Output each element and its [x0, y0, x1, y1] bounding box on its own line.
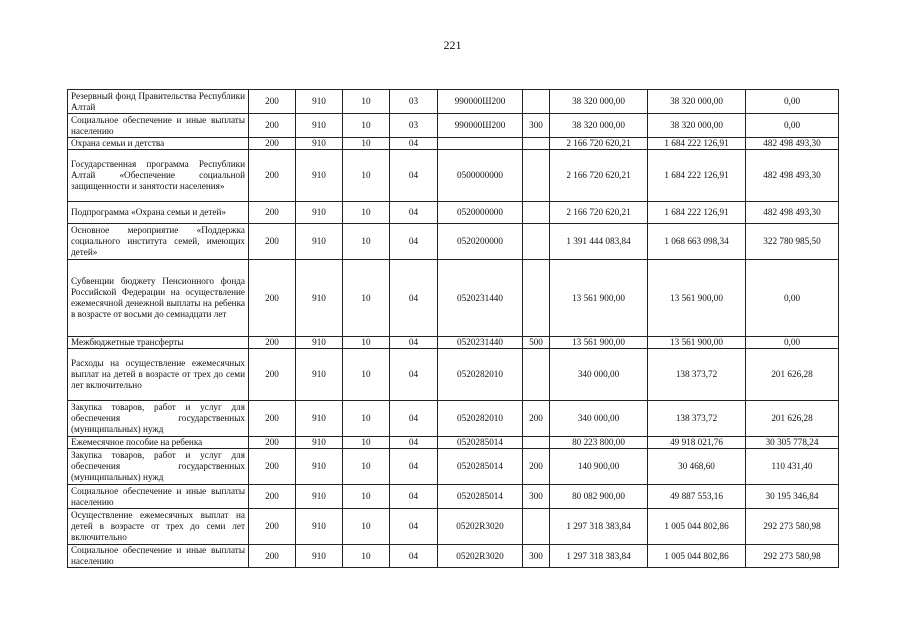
amount-executed: 38 320 000,00 — [648, 114, 746, 138]
amount-executed: 1 684 222 126,91 — [648, 150, 746, 202]
subsection-code: 04 — [390, 449, 438, 485]
subsection-code: 04 — [390, 401, 438, 437]
target-article-code: 0520231440 — [438, 337, 523, 349]
ministry-code: 910 — [296, 202, 343, 224]
subsection-code: 04 — [390, 260, 438, 337]
ministry-code: 910 — [296, 437, 343, 449]
subsection-code: 03 — [390, 114, 438, 138]
amount-executed: 138 373,72 — [648, 401, 746, 437]
amount-planned: 2 166 720 620,21 — [550, 138, 648, 150]
target-article-code: 0520282010 — [438, 401, 523, 437]
amount-executed: 1 005 044 802,86 — [648, 545, 746, 568]
expense-name: Межбюджетные трансферты — [68, 337, 249, 349]
amount-planned: 13 561 900,00 — [550, 260, 648, 337]
section-code: 10 — [343, 337, 390, 349]
section-code: 10 — [343, 224, 390, 260]
amount-remaining: 0,00 — [746, 114, 839, 138]
admin-code: 200 — [249, 114, 296, 138]
amount-executed: 1 684 222 126,91 — [648, 202, 746, 224]
amount-remaining: 110 431,40 — [746, 449, 839, 485]
subsection-code: 04 — [390, 545, 438, 568]
admin-code: 200 — [249, 90, 296, 114]
target-article-code: 0520200000 — [438, 224, 523, 260]
expense-name: Расходы на осуществление ежемесячных выплат на детей в возрасте от трех до семи лет включительно — [68, 349, 249, 401]
amount-remaining: 201 626,28 — [746, 401, 839, 437]
admin-code: 200 — [249, 260, 296, 337]
subsection-code: 04 — [390, 150, 438, 202]
ministry-code: 910 — [296, 138, 343, 150]
amount-remaining: 0,00 — [746, 90, 839, 114]
amount-remaining: 0,00 — [746, 260, 839, 337]
target-article-code: 05202R3020 — [438, 545, 523, 568]
amount-remaining: 482 498 493,30 — [746, 202, 839, 224]
target-article-code: 0520285014 — [438, 485, 523, 509]
target-article-code: 0520285014 — [438, 437, 523, 449]
admin-code: 200 — [249, 485, 296, 509]
admin-code: 200 — [249, 437, 296, 449]
ministry-code: 910 — [296, 509, 343, 545]
ministry-code: 910 — [296, 224, 343, 260]
amount-executed: 1 068 663 098,34 — [648, 224, 746, 260]
amount-planned: 140 900,00 — [550, 449, 648, 485]
section-code: 10 — [343, 449, 390, 485]
expense-type-code: 300 — [523, 545, 550, 568]
subsection-code: 04 — [390, 437, 438, 449]
amount-remaining: 292 273 580,98 — [746, 545, 839, 568]
amount-remaining: 201 626,28 — [746, 349, 839, 401]
expense-name: Основное мероприятие «Поддержка социального института семей, имеющих детей» — [68, 224, 249, 260]
table-row — [68, 260, 839, 337]
admin-code: 200 — [249, 545, 296, 568]
amount-executed: 138 373,72 — [648, 349, 746, 401]
amount-executed: 49 918 021,76 — [648, 437, 746, 449]
amount-remaining: 482 498 493,30 — [746, 150, 839, 202]
table-row — [68, 150, 839, 202]
expense-type-code: 300 — [523, 114, 550, 138]
table-row — [68, 449, 839, 485]
ministry-code: 910 — [296, 150, 343, 202]
expense-name: Охрана семьи и детства — [68, 138, 249, 150]
expense-name: Социальное обеспечение и иные выплаты населению — [68, 545, 249, 568]
table-row — [68, 349, 839, 401]
target-article-code: 0520285014 — [438, 449, 523, 485]
amount-executed: 30 468,60 — [648, 449, 746, 485]
amount-planned: 38 320 000,00 — [550, 114, 648, 138]
target-article-code — [438, 138, 523, 150]
expense-type-code — [523, 260, 550, 337]
section-code: 10 — [343, 114, 390, 138]
admin-code: 200 — [249, 138, 296, 150]
amount-remaining: 0,00 — [746, 337, 839, 349]
amount-planned: 1 297 318 383,84 — [550, 545, 648, 568]
admin-code: 200 — [249, 349, 296, 401]
amount-planned: 340 000,00 — [550, 401, 648, 437]
amount-executed: 1 005 044 802,86 — [648, 509, 746, 545]
budget-table — [67, 89, 839, 568]
amount-planned: 13 561 900,00 — [550, 337, 648, 349]
target-article-code: 990000Ш200 — [438, 90, 523, 114]
expense-type-code — [523, 90, 550, 114]
expense-name: Государственная программа Республики Алтай «Обеспечение социальной защищенности и занятости населения» — [68, 150, 249, 202]
subsection-code: 04 — [390, 509, 438, 545]
table-row — [68, 545, 839, 568]
amount-remaining: 30 305 778,24 — [746, 437, 839, 449]
expense-name: Социальное обеспечение и иные выплаты населению — [68, 485, 249, 509]
admin-code: 200 — [249, 202, 296, 224]
expense-name: Ежемесячное пособие на ребенка — [68, 437, 249, 449]
table-row — [68, 485, 839, 509]
amount-planned: 38 320 000,00 — [550, 90, 648, 114]
ministry-code: 910 — [296, 349, 343, 401]
expense-name: Закупка товаров, работ и услуг для обеспечения государственных (муниципальных) нужд — [68, 401, 249, 437]
ministry-code: 910 — [296, 449, 343, 485]
expense-type-code — [523, 509, 550, 545]
subsection-code: 04 — [390, 202, 438, 224]
amount-planned: 80 223 800,00 — [550, 437, 648, 449]
ministry-code: 910 — [296, 545, 343, 568]
admin-code: 200 — [249, 449, 296, 485]
subsection-code: 04 — [390, 337, 438, 349]
table-row — [68, 401, 839, 437]
subsection-code: 04 — [390, 138, 438, 150]
expense-name: Субвенции бюджету Пенсионного фонда Российской Федерации на осуществление ежемесячной денежной выплаты на ребенка в возрасте от восьми до семнадцати лет — [68, 260, 249, 337]
expense-name: Резервный фонд Правительства Республики Алтай — [68, 90, 249, 114]
page-number: 221 — [443, 38, 462, 52]
table-row — [68, 90, 839, 114]
amount-executed: 13 561 900,00 — [648, 260, 746, 337]
section-code: 10 — [343, 150, 390, 202]
section-code: 10 — [343, 349, 390, 401]
expense-type-code — [523, 150, 550, 202]
amount-remaining: 322 780 985,50 — [746, 224, 839, 260]
target-article-code: 0520231440 — [438, 260, 523, 337]
admin-code: 200 — [249, 337, 296, 349]
target-article-code: 05202R3020 — [438, 509, 523, 545]
ministry-code: 910 — [296, 90, 343, 114]
section-code: 10 — [343, 401, 390, 437]
section-code: 10 — [343, 138, 390, 150]
table-row — [68, 509, 839, 545]
subsection-code: 04 — [390, 349, 438, 401]
table-row — [68, 224, 839, 260]
section-code: 10 — [343, 260, 390, 337]
ministry-code: 910 — [296, 485, 343, 509]
admin-code: 200 — [249, 224, 296, 260]
section-code: 10 — [343, 90, 390, 114]
admin-code: 200 — [249, 150, 296, 202]
expense-name: Социальное обеспечение и иные выплаты населению — [68, 114, 249, 138]
amount-planned: 340 000,00 — [550, 349, 648, 401]
subsection-code: 04 — [390, 485, 438, 509]
amount-executed: 1 684 222 126,91 — [648, 138, 746, 150]
expense-type-code — [523, 138, 550, 150]
table-row — [68, 114, 839, 138]
expense-type-code — [523, 202, 550, 224]
expense-name: Осуществление ежемесячных выплат на детей в возрасте от трех до семи лет включительно — [68, 509, 249, 545]
table-row — [68, 337, 839, 349]
expense-type-code: 500 — [523, 337, 550, 349]
subsection-code: 03 — [390, 90, 438, 114]
subsection-code: 04 — [390, 224, 438, 260]
amount-executed: 38 320 000,00 — [648, 90, 746, 114]
section-code: 10 — [343, 545, 390, 568]
expense-type-code: 200 — [523, 449, 550, 485]
amount-executed: 49 887 553,16 — [648, 485, 746, 509]
table-row — [68, 202, 839, 224]
amount-planned: 2 166 720 620,21 — [550, 150, 648, 202]
expense-type-code: 200 — [523, 401, 550, 437]
ministry-code: 910 — [296, 114, 343, 138]
amount-remaining: 482 498 493,30 — [746, 138, 839, 150]
amount-remaining: 30 195 346,84 — [746, 485, 839, 509]
amount-remaining: 292 273 580,98 — [746, 509, 839, 545]
target-article-code: 0500000000 — [438, 150, 523, 202]
section-code: 10 — [343, 509, 390, 545]
amount-planned: 1 297 318 383,84 — [550, 509, 648, 545]
table-body — [68, 90, 839, 568]
amount-planned: 1 391 444 083,84 — [550, 224, 648, 260]
section-code: 10 — [343, 202, 390, 224]
expense-type-code: 300 — [523, 485, 550, 509]
table-row — [68, 138, 839, 150]
table-row — [68, 437, 839, 449]
expense-type-code — [523, 349, 550, 401]
expense-type-code — [523, 224, 550, 260]
amount-planned: 80 082 900,00 — [550, 485, 648, 509]
target-article-code: 0520282010 — [438, 349, 523, 401]
ministry-code: 910 — [296, 337, 343, 349]
amount-planned: 2 166 720 620,21 — [550, 202, 648, 224]
target-article-code: 0520000000 — [438, 202, 523, 224]
expense-name: Закупка товаров, работ и услуг для обеспечения государственных (муниципальных) нужд — [68, 449, 249, 485]
expense-type-code — [523, 437, 550, 449]
section-code: 10 — [343, 437, 390, 449]
amount-executed: 13 561 900,00 — [648, 337, 746, 349]
ministry-code: 910 — [296, 401, 343, 437]
target-article-code: 990000Ш200 — [438, 114, 523, 138]
section-code: 10 — [343, 485, 390, 509]
admin-code: 200 — [249, 509, 296, 545]
expense-name: Подпрограмма «Охрана семьи и детей» — [68, 202, 249, 224]
ministry-code: 910 — [296, 260, 343, 337]
admin-code: 200 — [249, 401, 296, 437]
